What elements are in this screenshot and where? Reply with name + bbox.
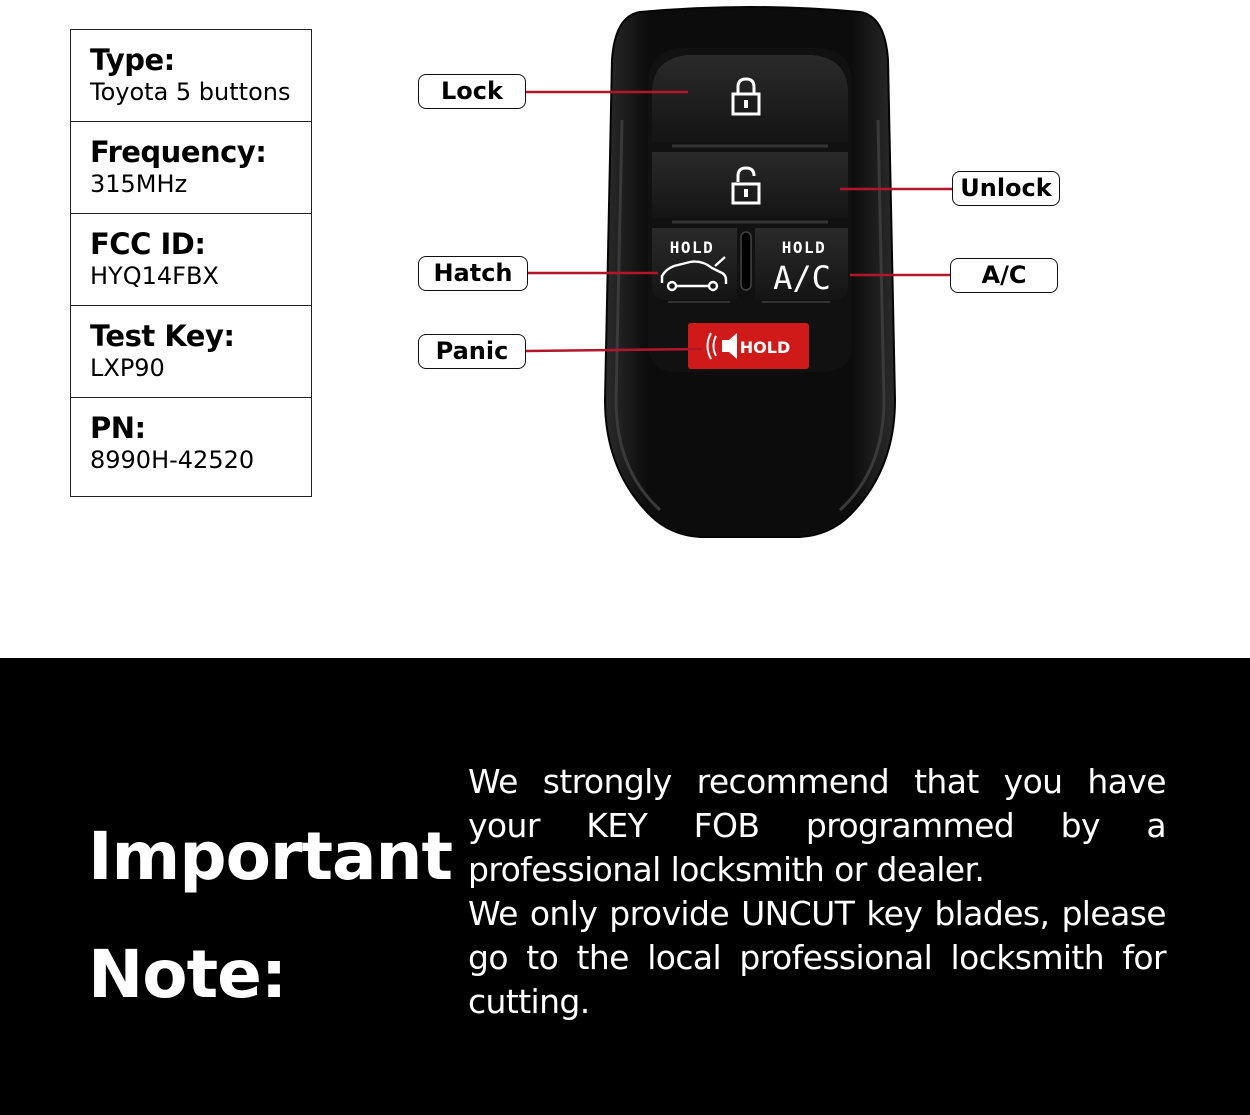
- callout-hatch: Hatch: [418, 256, 528, 291]
- note-paragraph-programming: We strongly recommend that you have your KEY FOB programmed by a professional locksmith or dealer.: [468, 762, 1166, 889]
- note-title-line2: Note:: [88, 936, 287, 1013]
- spec-label: Frequency:: [90, 135, 267, 169]
- callout-ac: A/C: [950, 258, 1058, 293]
- spec-label: FCC ID:: [90, 227, 206, 261]
- callout-lock: Lock: [418, 74, 526, 109]
- note-title: [88, 798, 452, 1034]
- note-paragraph-uncut-blades: We only provide UNCUT key blades, please go to the local professional locksmith for cutting.: [468, 894, 1166, 1021]
- spec-label: PN:: [90, 411, 146, 445]
- hold-label-ac: HOLD: [781, 238, 827, 257]
- callout-unlock: Unlock: [952, 171, 1060, 206]
- ac-button-label: A/C: [773, 259, 831, 297]
- spec-label: Type:: [90, 43, 175, 77]
- spec-label: Test Key:: [90, 319, 235, 353]
- spec-value: Toyota 5 buttons: [90, 78, 291, 106]
- callout-panic: Panic: [418, 334, 526, 369]
- hold-label-hatch: HOLD: [669, 238, 715, 257]
- unlock-button[interactable]: [652, 152, 848, 222]
- important-note-section: [0, 658, 1250, 1115]
- lock-button[interactable]: [652, 55, 848, 146]
- spec-value: LXP90: [90, 354, 165, 382]
- note-text: [468, 760, 1166, 1024]
- spec-value: 315MHz: [90, 170, 188, 198]
- spec-value: 8990H-42520: [90, 446, 255, 474]
- spec-value: HYQ14FBX: [90, 262, 219, 290]
- note-title-line1: Important: [88, 818, 453, 895]
- panic-hold-label: HOLD: [739, 338, 791, 357]
